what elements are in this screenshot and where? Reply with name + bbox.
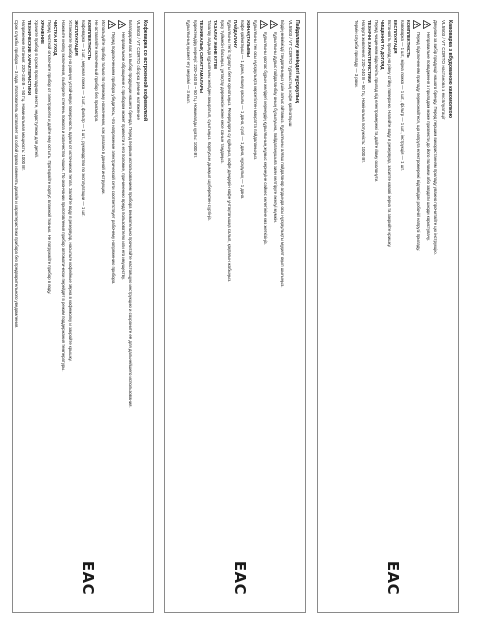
- paragraph: Дякуємо за вибір продукції нашого бренду. Перед першим використанням приладу уважно прочитайте цю інструкцію.: [433, 20, 438, 255]
- paragraph: Неправильное обращение с прибором может привести к его поломке, причинению вреда пользователю или его имуществу.: [120, 32, 126, 280]
- paragraph: Қосу түймесін басыңыз, ұнтақтау дәрежесін және кесе санын таңдаңыз.: [219, 20, 225, 164]
- paragraph: Напряжение питания: 220–240 В ~ 50 Гц. Номинальная мощность: 1000 Вт.: [21, 20, 27, 171]
- warning-block: [260, 20, 268, 589]
- panel-title: Кавоварка з вбудованою кавомолкою: [447, 20, 453, 119]
- warning-triangle-icon: [413, 20, 421, 29]
- section-heading: ЕКСПЛУАТАЦІЯ: [392, 20, 398, 54]
- panel-model: VL5503 / VT CORTO тұрмыстық кофе қайнатқыш: [288, 20, 293, 127]
- paragraph: Установите прибор на ровную устойчивую поверхность вдали от источников тепла. Залейте воду в резервуар, насыпьте кофейные зёрна в кофемолку и закройте крышку.: [67, 20, 73, 362]
- paragraph: Құрылғыны тегіс тұрақты бетке орнатыңыз. Резервуарға су құйыңыз, кофе дәндерін кофе ұнтақтағышқа салып, қақпағын жабыңыз.: [226, 20, 232, 283]
- section-heading: ПАЙДАЛАНУ: [232, 20, 238, 48]
- section-heading: ТЕХНИЧЕСКИЕ ХАРАКТЕРИСТИКИ: [27, 20, 33, 96]
- paragraph: Нажмите кнопку включения, выберите степень помола и количество чашек. По окончании приготовления прибор автоматически перейдёт в режим поддержания температуры.: [60, 20, 66, 372]
- paragraph: Перед підключенням приладу переконайтеся, що напруга електромережі відповідає робочій напрузі приладу.: [415, 32, 421, 252]
- paragraph: Құрылғыны тек осы нұсқаулықта көрсетілген мақсатта пайдаланыңыз.: [252, 20, 258, 161]
- section-heading: ТЕХНІЧНІ ХАРАКТЕРИСТИКИ: [366, 20, 372, 83]
- paragraph: Срок службы прибора — 3 года. Изготовитель оставляет за собой право изменять дизайн и характеристики прибора без предварительного уведомления.: [14, 20, 20, 329]
- warning-triangle-icon: [260, 20, 268, 29]
- warning-triangle-icon: [108, 20, 116, 29]
- panel-russian: [12, 12, 154, 613]
- panel-model: VL5503 / VT CORTO настанова з експлуатації: [441, 20, 446, 120]
- section-heading: ТАЗАЛАУ ЖӘНЕ КҮТІМ: [212, 20, 218, 69]
- paragraph: Термін служби приладу — 3 роки.: [353, 20, 359, 88]
- eac-mark: EAC: [384, 560, 403, 596]
- warning-block: [270, 20, 278, 589]
- paragraph: Встановіть прилад на рівну стійку поверхню. Налийте воду в резервуар, засипте кавові зерна та закрийте кришку.: [386, 20, 392, 248]
- paragraph: Перед чисткой отключите прибор от электросети и дайте ему остыть. Протирайте корпус влажной тканью. Не погружайте прибор в воду.: [47, 20, 53, 295]
- paragraph: Не оставляйте включённый прибор без присмотра.: [93, 20, 99, 123]
- paragraph: Перед подключением прибора убедитесь, что напряжение электрической сети соответствует рабочему напряжению прибора.: [110, 32, 116, 285]
- paragraph: Кофеварка — 1 шт., мерная ложка — 1 шт., фильтр — 1 шт., руководство по эксплуатации — 1 шт.: [80, 20, 86, 217]
- paragraph: Кофе қайнатқыш — 1 дана, өлшеу қасығы — 1 дана, сүзгі — 1 дана, нұсқаулық — 1 дана.: [239, 20, 245, 200]
- section-heading: ЧИЩЕННЯ ТА ДОГЛЯД: [379, 20, 385, 70]
- paragraph: Перед чищенням відключіть прилад від електромережі та дайте йому охолонути.: [373, 20, 379, 183]
- warning-triangle-icon: [270, 20, 278, 29]
- eac-mark: EAC: [231, 560, 250, 596]
- paragraph: Используйте прибор только по прямому назначению, как указано в данной инструкции.: [100, 20, 106, 195]
- section-heading: ТЕХНИКАЛЫҚ СИПАТТАМАЛАРЫ: [199, 20, 205, 94]
- warning-triangle-icon: [118, 20, 126, 29]
- paragraph: Напруга живлення: 220–240 В ~ 50 Гц. Номінальна потужність: 1000 Вт.: [360, 20, 366, 163]
- panel-title: Пайдалану жөніндегі нұсқаулық: [294, 20, 300, 103]
- eac-mark: EAC: [79, 560, 98, 596]
- paragraph: Қоректендіру кернеуі: 220–240 В ~ 50 Гц. Номиналды қуаты: 1000 Вт.: [193, 20, 199, 158]
- paragraph: Тазалау алдында құрылғыны желіден ажыратып, суытыңыз. Корпусын дымқыл шүберекпен сүртіңіз.: [206, 20, 212, 221]
- warning-block: [413, 20, 421, 589]
- section-heading: ЧИСТКА И УХОД: [53, 20, 59, 56]
- section-heading: КОМПЛЕКТНОСТЬ: [86, 20, 92, 60]
- warning-block: [108, 20, 116, 589]
- paragraph: Құрылғыны қоспас бұрын желідегі кернеудің құрылғының жұмыс кернеуіне сәйкес келетініне көз жеткізіңіз.: [262, 32, 268, 245]
- section-heading: КОМПЛЕКТНІСТЬ: [405, 20, 411, 58]
- paragraph: Благодарим вас за выбор продукции нашего бренда. Перед первым использованием прибора внимательно прочитайте настоящую инструкцию и сохраните её для дальнейшего использования.: [128, 20, 133, 408]
- panel-model: VL5503 / VT CORTO сборка ремни натяжение: [136, 20, 141, 120]
- paragraph: Храните прибор в сухом прохладном месте, недоступном для детей.: [34, 20, 40, 158]
- panel-title: Кофеварка со встроенной кофемолкой: [142, 20, 148, 122]
- panel-ukrainian: [317, 12, 459, 613]
- section-heading: ЭКСПЛУАТАЦИЯ: [73, 20, 79, 56]
- paragraph: Құрылғының қызмет ету мерзімі — 3 жыл.: [186, 20, 192, 104]
- paragraph: Біздің өнімімізді таңдағаныңыз үшін алғыс айтамыз. Құрылғыны алғаш пайдаланар алдында осы нұсқаулықты мұқият оқып шығыңыз.: [280, 20, 285, 288]
- paragraph: Неправильне поводження з приладом може призвести до його поломки або завдати шкоди користувачу.: [425, 32, 431, 241]
- paragraph: Кавоварка — 1 шт., мірна ложка — 1 шт., фільтр — 1 шт., інструкція — 1 шт.: [399, 20, 405, 171]
- section-heading: ХРАНЕНИЕ: [40, 20, 46, 44]
- warning-block: [423, 20, 431, 589]
- warning-block: [118, 20, 126, 589]
- paragraph: Құрылғыны дұрыс пайдаланбау оның бұзылуына, пайдаланушыға зиян келтіруге әкелуі мүмкін.: [272, 32, 278, 224]
- panel-kazakh: [164, 12, 306, 613]
- warning-triangle-icon: [423, 20, 431, 29]
- section-heading: ЖИНАҚТАЛЫМЫ: [245, 20, 251, 58]
